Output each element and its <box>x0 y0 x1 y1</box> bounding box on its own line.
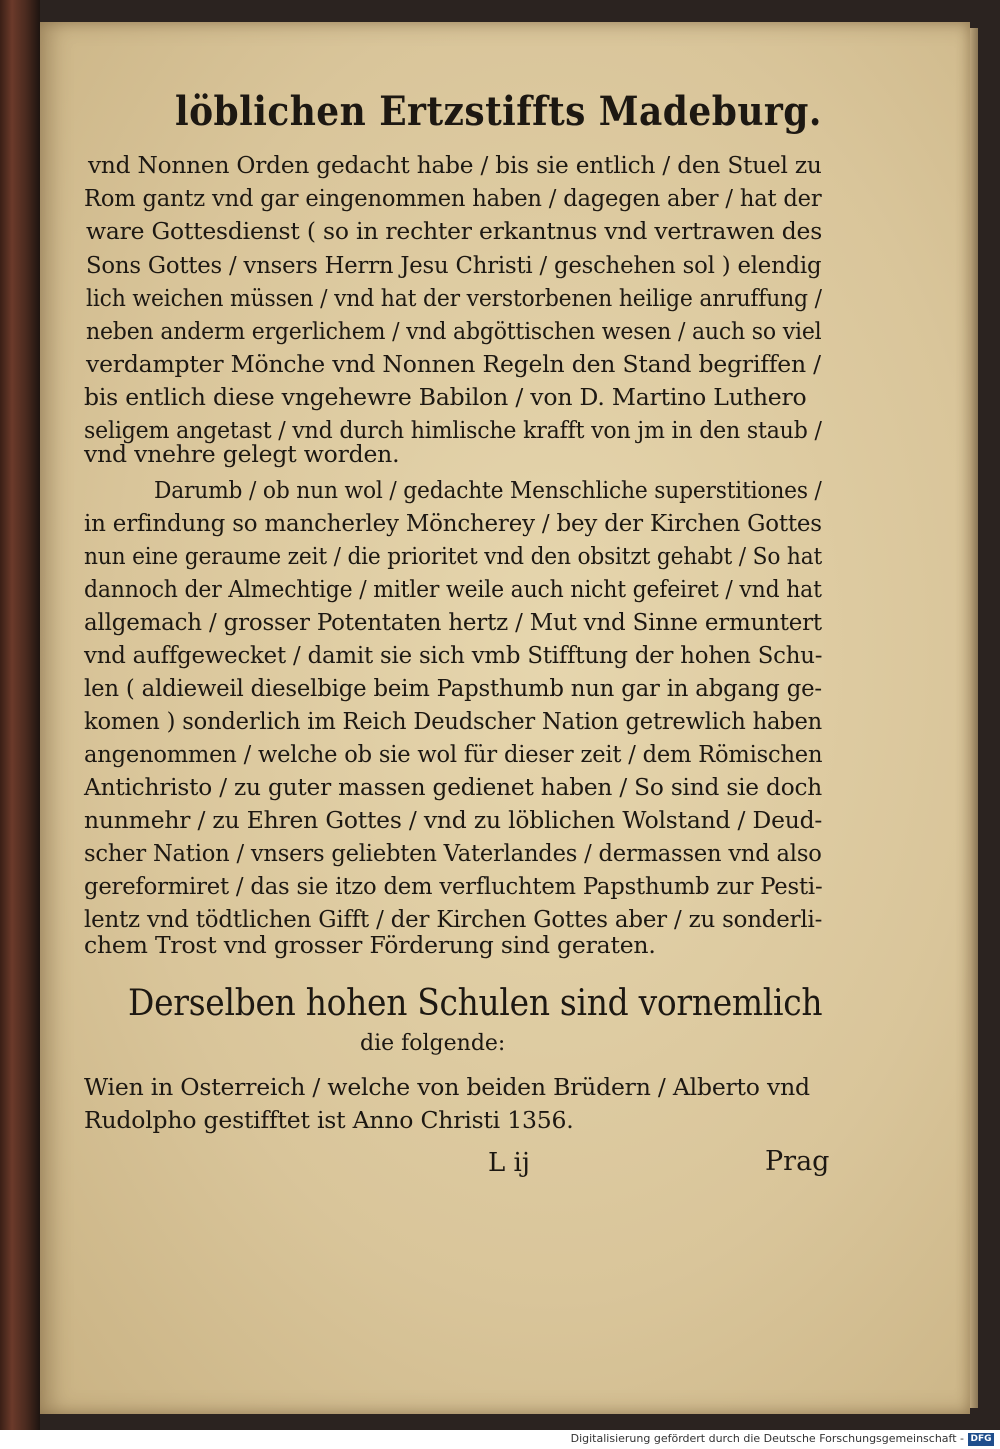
running-head: löblichen Ertzstiffts Madeburg. <box>175 88 822 135</box>
body-line: lentz vnd tödtlichen Gifft / der Kirchen Gottes aber / zu sonderli- <box>84 905 823 933</box>
footer-bar <box>0 1430 1000 1449</box>
body-line: vnd vnehre gelegt worden. <box>84 440 400 468</box>
dfg-logo-icon: DFG <box>968 1433 994 1446</box>
catchword: Prag <box>765 1146 830 1177</box>
section-heading: Derselben hohen Schulen sind vornemlich <box>128 983 823 1024</box>
signature-mark: L ij <box>488 1148 530 1178</box>
body-line: Antichristo / zu guter massen gedienet haben / So sind sie doch <box>84 773 823 801</box>
footer-credit: Digitalisierung gefördert durch die Deutsche Forschungsgemeinschaft - <box>570 1432 964 1445</box>
body-line: in erfindung so mancherley Möncherey / bey der Kirchen Gottes <box>84 509 822 537</box>
body-line: allgemach / grosser Potentaten hertz / Mut vnd Sinne ermuntert <box>84 608 822 636</box>
body-line: angenommen / welche ob sie wol für dieser zeit / dem Römischen <box>84 740 823 768</box>
body-line: Sons Gottes / vnsers Herrn Jesu Christi / geschehen sol ) elendig <box>86 251 822 279</box>
entry-line: Wien in Osterreich / welche von beiden Brüdern / Alberto vnd <box>84 1073 810 1101</box>
body-line: Rom gantz vnd gar eingenommen haben / dagegen aber / hat der <box>84 184 822 212</box>
entry-line: Rudolpho gestifftet ist Anno Christi 1356. <box>84 1106 574 1134</box>
body-line: vnd Nonnen Orden gedacht habe / bis sie entlich / den Stuel zu <box>88 151 822 179</box>
body-line: nun eine geraume zeit / die prioritet vnd den obsitzt gehabt / So hat <box>84 542 823 570</box>
body-line: gereformiret / das sie itzo dem verfluchtem Papsthumb zur Pesti- <box>84 872 823 900</box>
body-line: dannoch der Almechtige / mitler weile auch nicht gefeiret / vnd hat <box>84 575 822 603</box>
body-line: Darumb / ob nun wol / gedachte Menschliche superstitiones / <box>154 476 822 504</box>
body-line: chem Trost vnd grosser Förderung sind geraten. <box>84 931 656 959</box>
body-line: bis entlich diese vngehewre Babilon / von D. Martino Luthero <box>84 383 807 411</box>
body-line: lich weichen müssen / vnd hat der verstorbenen heilige anruffung / <box>86 284 822 312</box>
body-line: vnd auffgewecket / damit sie sich vmb Stifftung der hohen Schu- <box>84 641 823 669</box>
body-line: verdampter Mönche vnd Nonnen Regeln den Stand begriffen / <box>86 350 821 378</box>
body-line: len ( aldieweil dieselbige beim Papsthumb nun gar in abgang ge- <box>84 674 822 702</box>
body-line: seligem angetast / vnd durch himlische krafft von jm in den staub / <box>84 416 822 444</box>
body-line: neben anderm ergerlichem / vnd abgöttischen wesen / auch so viel <box>86 317 822 345</box>
body-line: nunmehr / zu Ehren Gottes / vnd zu löblichen Wolstand / Deud- <box>84 806 823 834</box>
section-subheading: die folgende: <box>360 1031 506 1056</box>
page-edge <box>970 28 978 1408</box>
book-binding <box>0 0 40 1430</box>
body-line: scher Nation / vnsers geliebten Vaterlandes / dermassen vnd also <box>84 839 822 867</box>
body-line: ware Gottesdienst ( so in rechter erkantnus vnd vertrawen des <box>86 217 823 245</box>
body-line: komen ) sonderlich im Reich Deudscher Nation getrewlich haben <box>84 707 823 735</box>
